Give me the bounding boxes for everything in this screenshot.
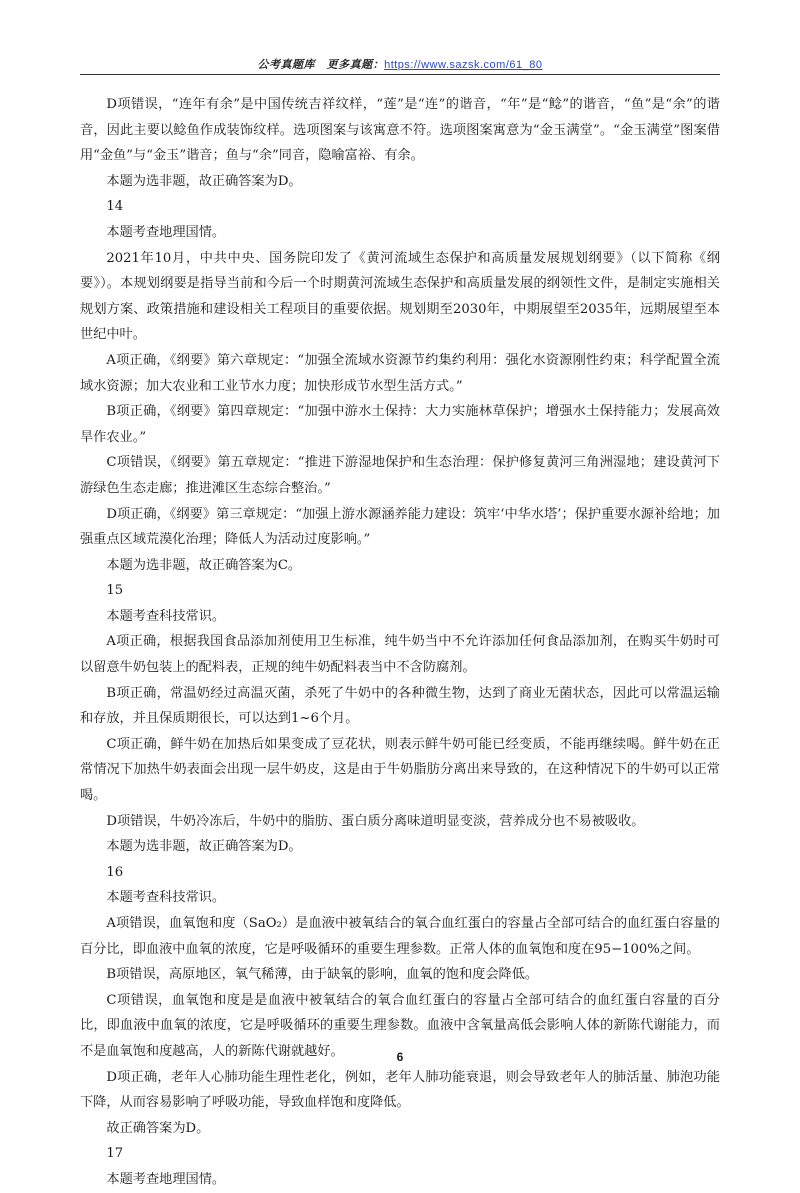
paragraph: 本题考查科技常识。 bbox=[106, 890, 226, 906]
page-number: 6 bbox=[396, 1050, 404, 1064]
header-link[interactable]: https://www.sazsk.com/61_80 bbox=[384, 59, 543, 71]
question-number: 16 bbox=[106, 864, 124, 880]
paragraph: A项正确，《纲要》第六章规定：“加强全流域水资源节约集约利用：强化水资源刚性约束；科学配置全流域水资源；加大农业和工业节水力度；加快形成节水型生活方式。” bbox=[80, 352, 720, 394]
paragraph: 本题考查地理国情。 bbox=[106, 224, 226, 240]
header-label: 更多真题： bbox=[326, 59, 385, 71]
paragraph: B项正确，常温奶经过高温灭菌，杀死了牛奶中的各种微生物，达到了商业无菌状态，因此可以常温运输和存放，并且保质期很长，可以达到1~6个月。 bbox=[80, 685, 720, 727]
paragraph: C项错误，《纲要》第五章规定：“推进下游湿地保护和生态治理：保护修复黄河三角洲湿地；建设黄河下游绿色生态走廊；推进滩区生态综合整治。” bbox=[80, 455, 720, 496]
paragraph: C项正确，鲜牛奶在加热后如果变成了豆花状，则表示鲜牛奶可能已经变质，不能再继续喝。鲜牛奶在正常情况下加热牛奶表面会出现一层牛奶皮，这是由于牛奶脂肪分离出来导致的，在这种情况下的牛奶可以正常喝。 bbox=[80, 736, 720, 804]
paragraph: D项错误，“连年有余”是中国传统吉祥纹样，“莲”是“连”的谐音，“年”是“鲶”的谐音，“鱼”是“余”的谐音，因此主要以鲶鱼作成装饰纹样。选项图案与该寓意不符。选项图案寓意为“金玉满堂”。“金玉满堂”图案借用“金鱼”与“金玉”谐音；鱼与“余”同音，隐喻富裕、有余。 bbox=[80, 97, 720, 164]
paragraph: 2021年10月，中共中央、国务院印发了《黄河流域生态保护和高质量发展规划纲要》（以下简称《纲要》）。本规划纲要是指导当前和今后一个时期黄河流域生态保护和高质量发展的纲领性文件，是制定实施相关规划方案、政策措施和建设相关工程项目的重要依据。规划期至2030年，中期展望至2035年，远期展望至本世纪中叶。 bbox=[80, 250, 720, 343]
paragraph: 故正确答案为D。 bbox=[106, 1120, 210, 1136]
header-brand: 公考真题库 bbox=[257, 59, 316, 71]
document-body bbox=[80, 92, 720, 1193]
question-number: 17 bbox=[106, 1146, 124, 1162]
paragraph: A项正确，根据我国食品添加剂使用卫生标准，纯牛奶当中不允许添加任何食品添加剂，在购买牛奶时可以留意牛奶包装上的配料表，正规的纯牛奶配料表当中不含防腐剂。 bbox=[80, 634, 720, 676]
question-number: 14 bbox=[106, 199, 124, 215]
paragraph: 本题为选非题，故正确答案为D。 bbox=[106, 173, 302, 189]
paragraph: D项正确，老年人心肺功能生理性老化，例如，老年人肺功能衰退，则会导致老年人的肺活量、肺泡功能下降，从而容易影响了呼吸功能，导致血样饱和度降低。 bbox=[80, 1069, 720, 1111]
paragraph: 本题考查科技常识。 bbox=[106, 608, 226, 624]
header-rule bbox=[80, 74, 720, 75]
paragraph: 本题为选非题，故正确答案为C。 bbox=[106, 557, 302, 573]
page-header bbox=[0, 56, 800, 72]
paragraph: D项错误，牛奶冷冻后，牛奶中的脂肪、蛋白质分离味道明显变淡，营养成分也不易被吸收。 bbox=[106, 813, 645, 829]
paragraph: 本题为选非题，故正确答案为D。 bbox=[106, 839, 302, 855]
question-number: 15 bbox=[106, 583, 124, 599]
paragraph: A项错误，血氧饱和度（SaO₂）是血液中被氧结合的氧合血红蛋白的容量占全部可结合的血红蛋白容量的百分比，即血液中血氧的浓度，它是呼吸循环的重要生理参数。正常人体的血氧饱和度在95−100%之间。 bbox=[80, 916, 720, 957]
paragraph: B项错误，高原地区，氧气稀薄，由于缺氧的影响，血氧的饱和度会降低。 bbox=[106, 967, 539, 983]
paragraph: 本题考查地理国情。 bbox=[106, 1171, 226, 1187]
paragraph: B项正确，《纲要》第四章规定：“加强中游水土保持：大力实施林草保护；增强水土保持能力；发展高效旱作农业。” bbox=[80, 404, 720, 445]
paragraph: D项正确，《纲要》第三章规定：“加强上游水源涵养能力建设：筑牢‘中华水塔’；保护重要水源补给地；加强重点区域荒漠化治理；降低人为活动过度影响。” bbox=[80, 506, 720, 548]
paragraph: C项错误，血氧饱和度是是血液中被氧结合的氧合血红蛋白的容量占全部可结合的血红蛋白容量的百分比，即血液中血氧的浓度，它是呼吸循环的重要生理参数。血液中含氧量高低会影响人体的新陈代谢能力，而不是血氧饱和度越高，人的新陈代谢就越好。 bbox=[80, 992, 720, 1059]
